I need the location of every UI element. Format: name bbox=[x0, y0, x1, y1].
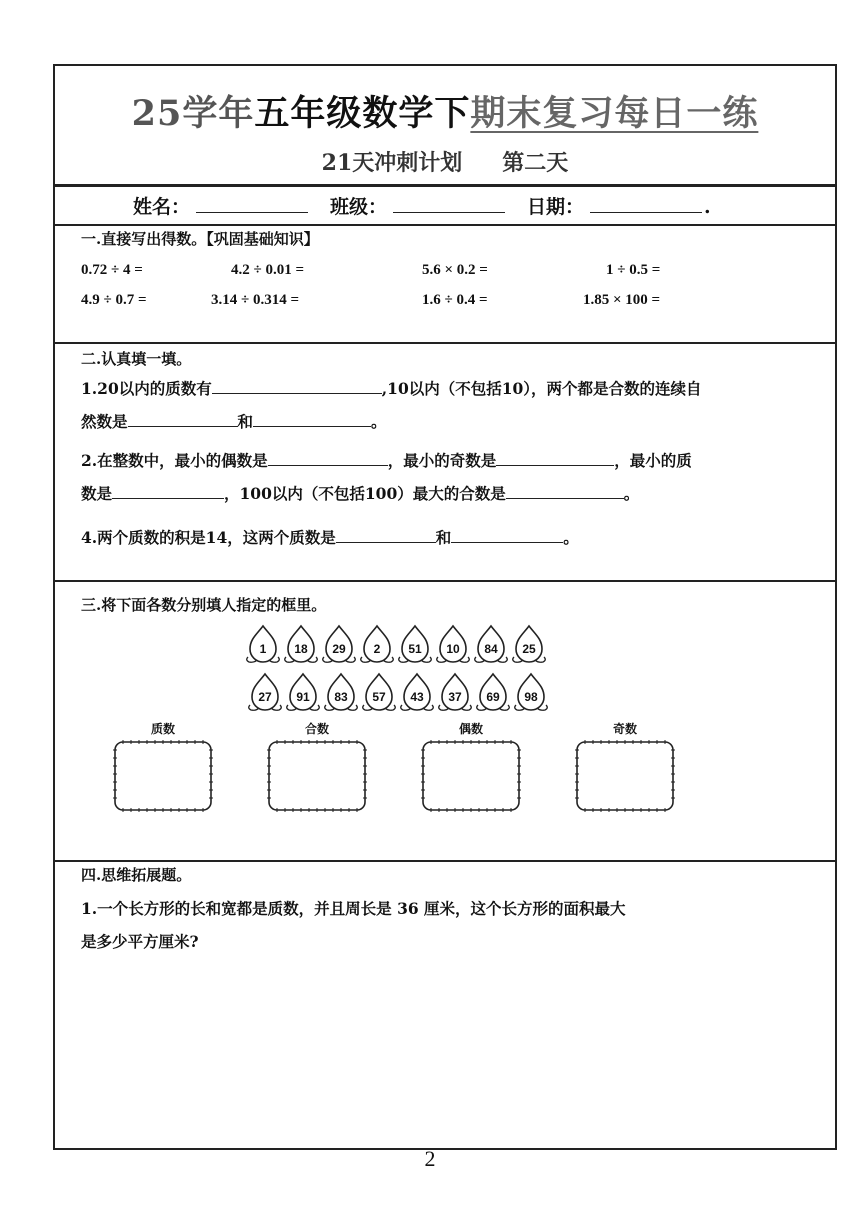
calc-item: 4.2 ÷ 0.01 = bbox=[231, 262, 305, 278]
divider bbox=[55, 185, 835, 187]
q1-text: 然数是 bbox=[81, 412, 128, 431]
calc-item: 3.14 ÷ 0.314 = bbox=[211, 292, 300, 308]
number-drop bbox=[437, 672, 473, 712]
page-number: 2 bbox=[424, 1146, 436, 1171]
number-drop bbox=[435, 624, 471, 664]
q2-text: ，最小的奇数是 bbox=[387, 451, 497, 470]
number-drop bbox=[511, 624, 547, 664]
answer-blank[interactable] bbox=[253, 412, 371, 427]
name-blank[interactable] bbox=[196, 196, 308, 213]
number-drop bbox=[323, 672, 359, 712]
divider bbox=[55, 860, 835, 862]
box-label-prime: 质数 bbox=[150, 722, 175, 736]
divider bbox=[55, 580, 835, 582]
student-info-row bbox=[133, 192, 711, 219]
question-1 bbox=[81, 372, 801, 438]
q2-text: 2.在整数中，最小的偶数是 bbox=[81, 451, 268, 470]
date-label: 日期： bbox=[527, 196, 585, 218]
number-drop bbox=[247, 672, 283, 712]
drop-number: 98 bbox=[524, 690, 538, 704]
q1-text: ,10以内（不包括10），两个都是合数的连续自 bbox=[381, 379, 702, 398]
answer-blank[interactable] bbox=[268, 451, 388, 466]
drop-number: 91 bbox=[296, 690, 310, 704]
q1-text: 和 bbox=[237, 412, 254, 431]
drop-number: 2 bbox=[373, 642, 381, 656]
number-drop bbox=[513, 672, 549, 712]
page-title bbox=[55, 86, 835, 136]
thinking-question-1 bbox=[81, 892, 801, 958]
subtitle-day: 第二天 bbox=[502, 150, 569, 176]
q4-text: 。 bbox=[563, 528, 579, 547]
calc-item: 5.6 × 0.2 = bbox=[422, 262, 488, 278]
class-label: 班级： bbox=[330, 196, 388, 218]
drop-number: 25 bbox=[522, 642, 536, 656]
section1-heading: 一.直接写出得数。【巩固基础知识】 bbox=[81, 230, 319, 248]
calc-item: 1.85 × 100 = bbox=[583, 292, 661, 308]
answer-blank[interactable] bbox=[451, 528, 563, 543]
even-box[interactable] bbox=[421, 740, 521, 812]
drop-number: 27 bbox=[258, 690, 272, 704]
calc-item: 1 ÷ 0.5 = bbox=[606, 262, 661, 278]
divider bbox=[55, 224, 835, 226]
number-drop bbox=[397, 624, 433, 664]
drop-number: 29 bbox=[332, 642, 346, 656]
section2-heading: 二.认真填一填。 bbox=[81, 350, 192, 368]
drop-number: 57 bbox=[372, 690, 386, 704]
worksheet-frame bbox=[53, 64, 837, 1150]
prime-box[interactable] bbox=[113, 740, 213, 812]
title-series: 期末复习每日一练 bbox=[470, 93, 759, 134]
title-year: 25学年 bbox=[131, 93, 255, 134]
divider bbox=[55, 342, 835, 344]
section4-heading: 四.思维拓展题。 bbox=[81, 866, 192, 884]
drop-number: 51 bbox=[408, 642, 422, 656]
box-label-composite: 合数 bbox=[304, 722, 329, 736]
drop-number: 84 bbox=[484, 642, 498, 656]
q2-text: 数是 bbox=[81, 484, 113, 503]
section3-heading: 三.将下面各数分别填人指定的框里。 bbox=[81, 596, 327, 614]
number-drop bbox=[245, 624, 281, 664]
drop-number: 43 bbox=[410, 690, 424, 704]
drop-number: 10 bbox=[446, 642, 460, 656]
number-drop bbox=[285, 672, 321, 712]
composite-box[interactable] bbox=[267, 740, 367, 812]
answer-blank[interactable] bbox=[496, 451, 614, 466]
q4-text: 和 bbox=[435, 528, 452, 547]
number-drop bbox=[473, 624, 509, 664]
q1-text: 1.20以内的质数有 bbox=[81, 379, 212, 398]
date-end: . bbox=[704, 196, 711, 218]
title-grade: 五年级数学下 bbox=[254, 93, 471, 134]
answer-blank[interactable] bbox=[112, 484, 224, 499]
drop-number: 83 bbox=[334, 690, 348, 704]
number-drop bbox=[475, 672, 511, 712]
answer-blank[interactable] bbox=[506, 484, 624, 499]
box-label-even: 偶数 bbox=[458, 722, 483, 736]
drop-number: 69 bbox=[486, 690, 500, 704]
subtitle-plan: 21天冲刺计划 bbox=[321, 150, 463, 176]
question-2 bbox=[81, 444, 801, 510]
q-line: 是多少平方厘米? bbox=[81, 932, 199, 951]
answer-blank[interactable] bbox=[212, 379, 382, 394]
number-drop bbox=[321, 624, 357, 664]
box-label-odd: 奇数 bbox=[612, 722, 637, 736]
drop-number: 1 bbox=[259, 642, 267, 656]
name-label: 姓名： bbox=[133, 196, 191, 218]
answer-blank[interactable] bbox=[128, 412, 238, 427]
subtitle bbox=[55, 146, 835, 177]
q2-text: 。 bbox=[623, 484, 640, 503]
calc-item: 0.72 ÷ 4 = bbox=[81, 262, 143, 278]
class-blank[interactable] bbox=[393, 196, 505, 213]
drop-number: 18 bbox=[294, 642, 308, 656]
q4-text: 4.两个质数的积是14，这两个质数是 bbox=[81, 528, 336, 547]
number-drop bbox=[359, 624, 395, 664]
date-blank[interactable] bbox=[590, 196, 702, 213]
odd-box[interactable] bbox=[575, 740, 675, 812]
number-drop bbox=[399, 672, 435, 712]
question-4 bbox=[81, 521, 801, 554]
number-drop bbox=[283, 624, 319, 664]
number-drop bbox=[361, 672, 397, 712]
calc-item: 1.6 ÷ 0.4 = bbox=[422, 292, 488, 308]
q2-text: ，100以内（不包括100）最大的合数是 bbox=[224, 484, 506, 503]
calc-item: 4.9 ÷ 0.7 = bbox=[81, 292, 147, 308]
q1-text: 。 bbox=[371, 412, 387, 431]
drop-number: 37 bbox=[448, 690, 462, 704]
answer-blank[interactable] bbox=[336, 528, 436, 543]
q2-text: ，最小的质 bbox=[614, 451, 692, 470]
q-line: 1.一个长方形的长和宽都是质数，并且周长是 36 厘米，这个长方形的面积最大 bbox=[81, 899, 626, 918]
